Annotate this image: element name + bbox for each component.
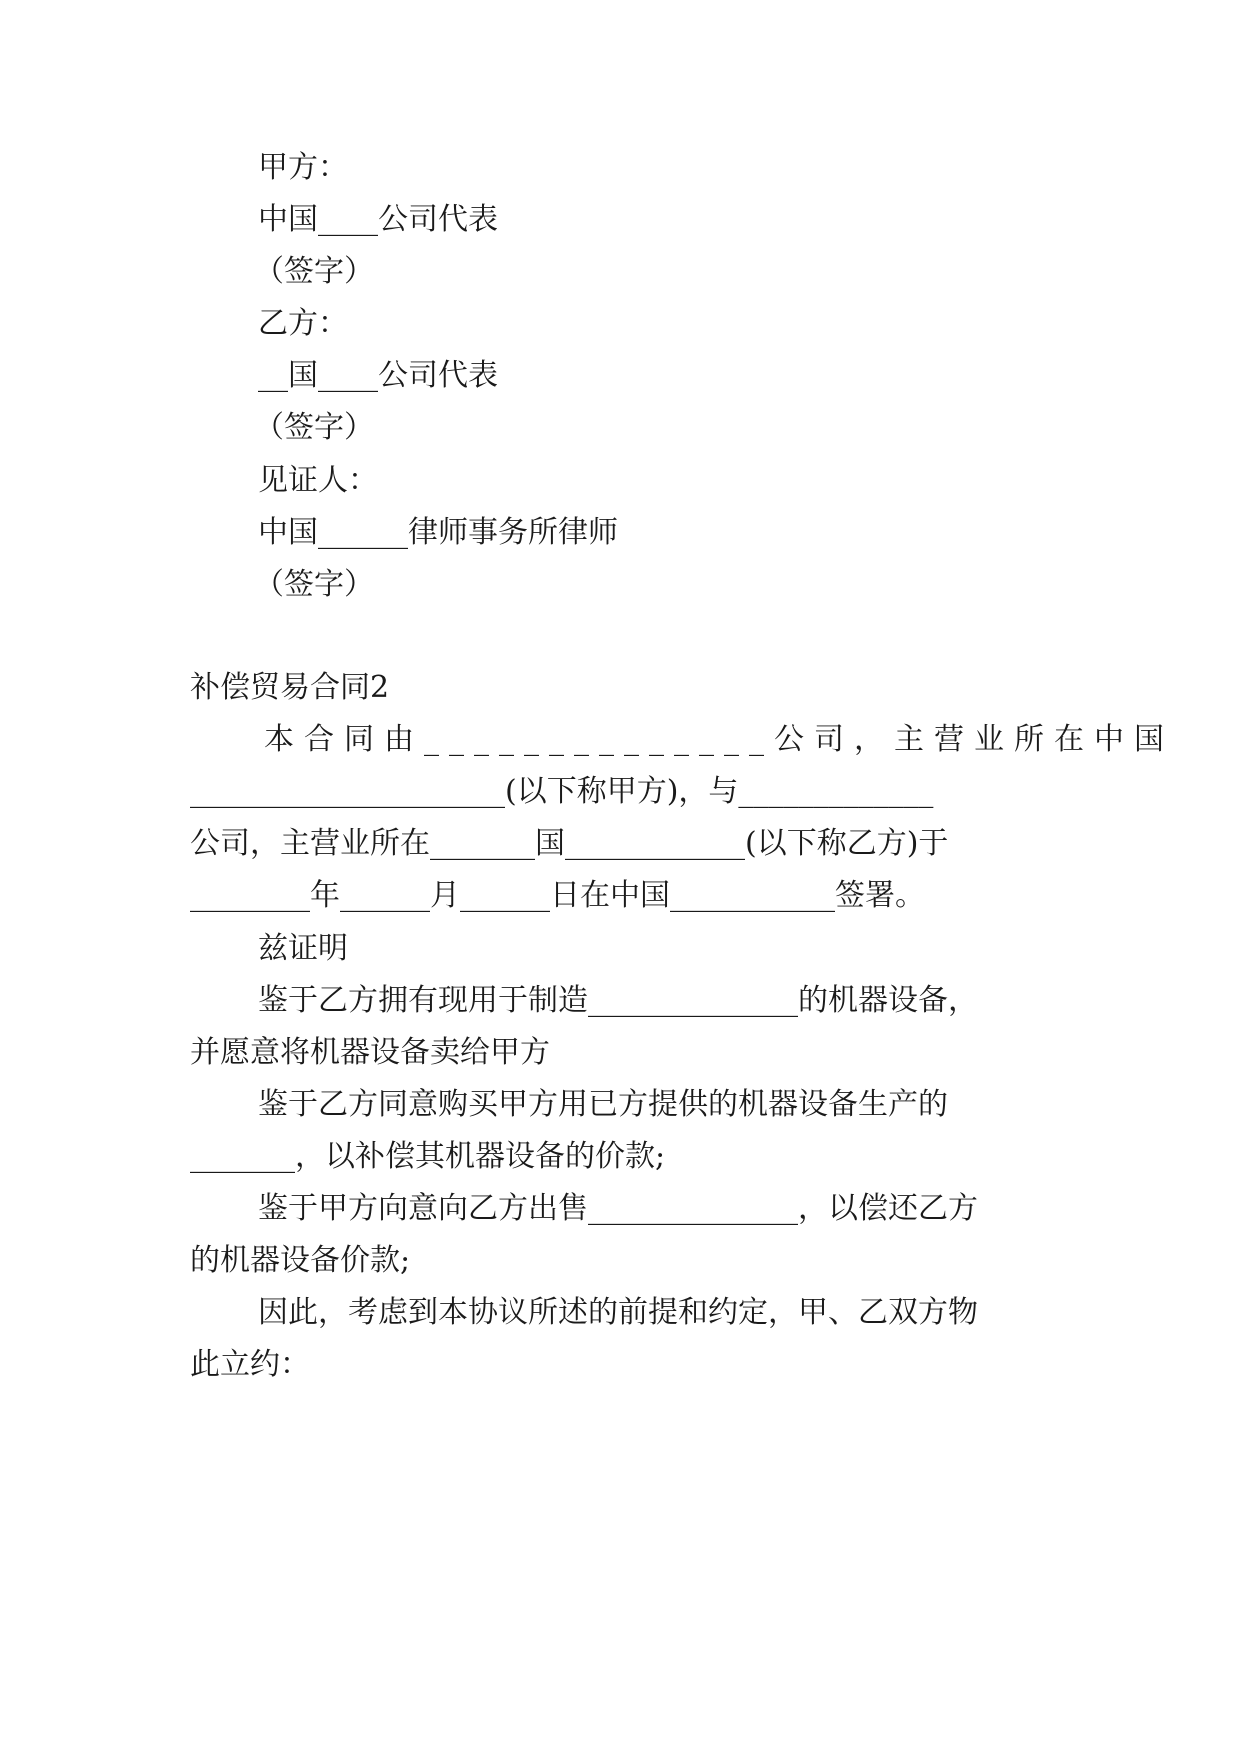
party-b-representative: __国____公司代表	[258, 358, 498, 393]
contract-line: 公司，主营业所在_______国____________(以下称乙方)于	[190, 826, 949, 861]
contract-line: 并愿意将机器设备卖给甲方	[190, 1035, 550, 1070]
witness-label: 见证人：	[258, 463, 378, 498]
contract-line: 因此，考虑到本协议所述的前提和约定，甲、乙双方物	[258, 1295, 978, 1330]
party-a-representative: 中国____公司代表	[258, 202, 498, 237]
contract-line: 此立约：	[190, 1347, 310, 1382]
contract-line: 本合同由______________公司，主营业所在中国	[264, 722, 1174, 757]
party-b-signature: （签字）	[254, 410, 374, 445]
party-a-label: 甲方：	[258, 150, 348, 185]
contract-line: _______，以补偿其机器设备的价款;	[190, 1139, 666, 1174]
contract-line: 兹证明	[258, 931, 348, 966]
contract-line: 鉴于甲方向意向乙方出售______________，以偿还乙方	[258, 1191, 978, 1226]
contract-line: 鉴于乙方同意购买甲方用已方提供的机器设备生产的	[258, 1087, 948, 1122]
party-a-signature: （签字）	[254, 254, 374, 289]
witness-signature: （签字）	[254, 567, 374, 602]
contract-line: 的机器设备价款;	[190, 1243, 411, 1278]
party-b-label: 乙方：	[258, 306, 348, 341]
contract-line: _____________________(以下称甲方)，与_____________	[190, 774, 934, 809]
witness-representative: 中国______律师事务所律师	[258, 515, 618, 550]
contract-title: 补偿贸易合同2	[190, 670, 390, 705]
contract-line: ________年______月______日在中国___________签署。	[190, 878, 925, 913]
contract-line: 鉴于乙方拥有现用于制造______________的机器设备，	[258, 983, 978, 1018]
